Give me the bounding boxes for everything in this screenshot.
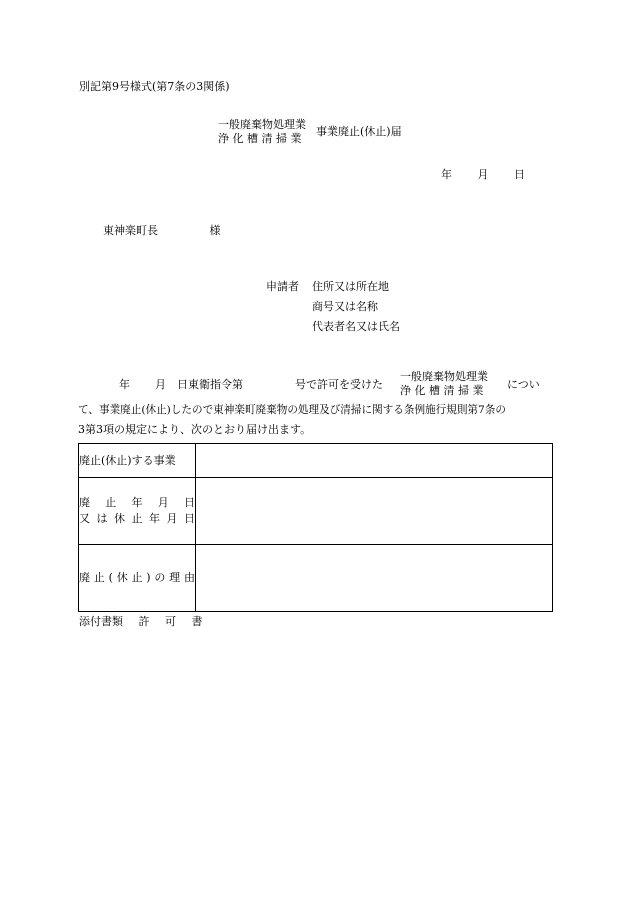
- label-char: 年: [131, 496, 143, 510]
- addressee-honorific: 様: [209, 224, 221, 237]
- label-char: 月: [157, 496, 169, 510]
- label-char: 止: [131, 512, 143, 525]
- attachment-label: 添付書類: [79, 615, 123, 628]
- applicant-label: 申請者: [266, 280, 299, 293]
- value-abolition-date[interactable]: [196, 478, 553, 545]
- label-abolition-reason-text: [79, 571, 195, 585]
- label-abolition-reason: [79, 545, 196, 612]
- label-char: 又: [79, 512, 90, 525]
- attachment-item: 可: [165, 615, 176, 628]
- date-year: 年: [441, 168, 452, 181]
- label-char: 廃: [79, 571, 90, 585]
- addressee-name: 東神楽町長: [103, 224, 158, 237]
- label-char: (: [108, 571, 113, 585]
- label-char: 止: [105, 496, 117, 510]
- body-line1-permit: 日東衛指令第: [177, 378, 243, 391]
- label-char: 月: [166, 512, 178, 525]
- applicant-address: 住所又は所在地: [312, 280, 389, 293]
- date-month: 月: [477, 168, 489, 181]
- date-line: [441, 168, 525, 182]
- addressee: [103, 224, 221, 238]
- label-char: 理: [169, 571, 181, 585]
- body-line1-year: 年: [119, 378, 130, 391]
- attachment: [79, 615, 203, 629]
- body-line2: て、事業廃止(休止)したので東神楽町廃棄物の処理及び清掃に関する条例施行規則第7条の: [78, 404, 506, 416]
- table-row: [79, 545, 553, 612]
- label-abolished-business-text: 廃止(休止)する事業: [79, 453, 176, 467]
- body-line1-month: 月: [155, 378, 166, 391]
- label-char: 止: [131, 571, 143, 585]
- label-char: 休: [116, 571, 128, 585]
- label-abolished-business: [79, 444, 196, 478]
- body-biz2: 浄 化 槽 清 掃 業: [400, 383, 484, 397]
- label-char: ): [146, 571, 151, 585]
- label-char: 日: [184, 496, 195, 510]
- label-char: 年: [149, 512, 160, 525]
- label-abolition-date-line1: [79, 496, 195, 510]
- label-char: 日: [184, 512, 195, 525]
- applicant-trade-name: 商号又は名称: [312, 299, 378, 313]
- body-line1-nitsui: につい: [507, 378, 540, 391]
- label-char: 休: [114, 512, 125, 525]
- notice-table: [78, 443, 553, 612]
- label-abolition-date-line2: [79, 512, 195, 526]
- label-char: は: [96, 512, 108, 525]
- table-row: [79, 478, 553, 545]
- date-day: 日: [514, 168, 525, 181]
- label-char: の: [154, 571, 166, 585]
- attachment-item: 書: [191, 615, 203, 628]
- body-line1-number-suffix: 号で許可を受けた: [295, 378, 383, 391]
- label-abolition-date: [79, 478, 196, 545]
- value-abolition-reason[interactable]: [196, 545, 553, 612]
- form-number: 別記第9号様式(第7条の3関係): [79, 80, 230, 93]
- body-line3: 3第3項の規定により、次のとおり届け出ます。: [78, 423, 312, 436]
- value-abolished-business[interactable]: [196, 444, 553, 478]
- title-line2: 浄 化 槽 清 掃 業: [218, 131, 302, 145]
- body-business-types: [400, 370, 488, 398]
- applicant-fields: [312, 280, 400, 333]
- attachment-item: 許: [138, 615, 150, 628]
- title-business-types: [218, 118, 306, 146]
- title-suffix: 事業廃止(休止)届: [316, 124, 402, 138]
- body-biz1: 一般廃棄物処理業: [400, 370, 488, 383]
- table-row: [79, 444, 553, 478]
- label-char: 廃: [79, 496, 90, 510]
- applicant-representative: 代表者名又は氏名: [312, 319, 400, 333]
- label-char: 止: [93, 571, 105, 585]
- title-line1: 一般廃棄物処理業: [218, 118, 306, 131]
- label-char: 由: [183, 571, 195, 585]
- title-block: [218, 118, 402, 146]
